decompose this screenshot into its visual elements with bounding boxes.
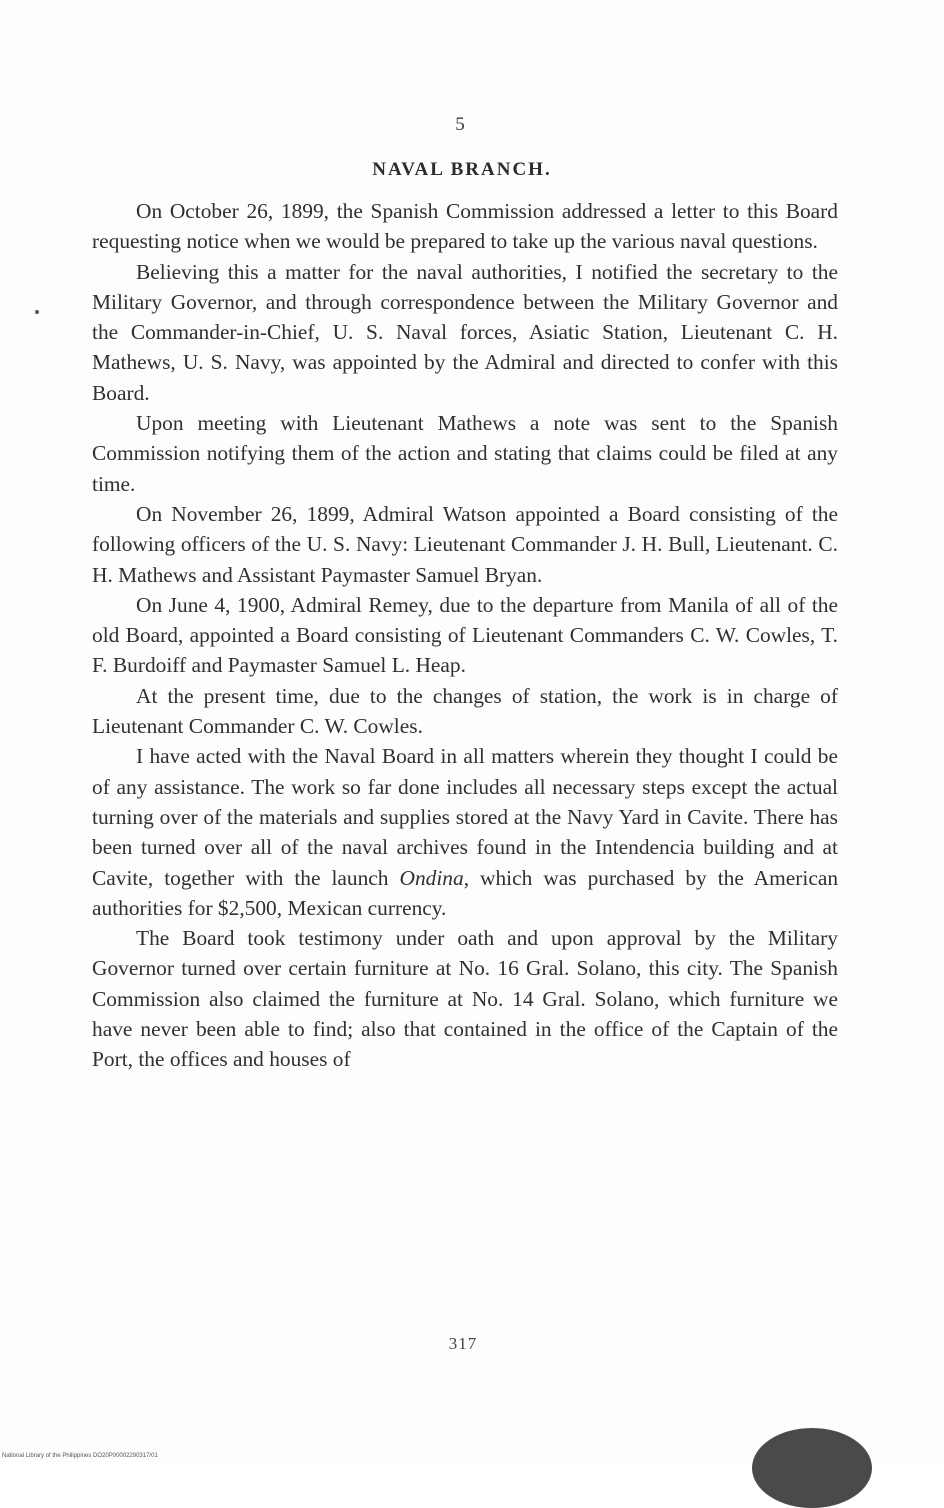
paragraph-text-before: I have acted with the Naval Board in all matters wherein they thought I could be of any assistance. The work so far done includes all necessary steps except the actual turning over of the materials and supplies stored at the Navy Yard in Cavite. There has been turned over all of the naval archives found in the Intendencia building and at Cavite, together with the launch bbox=[92, 744, 838, 890]
folio-number: 317 bbox=[448, 1334, 478, 1353]
scan-thumb-shadow bbox=[752, 1428, 872, 1508]
paragraph: On June 4, 1900, Admiral Remey, due to the departure from Manila of all of the old Board, appointed a Board consisting of Lieutenant Commanders C. W. Cowles, T. F. Burdoiff and Paymaster Samuel L. Heap. bbox=[92, 592, 838, 678]
paragraph: Upon meeting with Lieutenant Mathews a note was sent to the Spanish Commission notifying them of the action and stating that claims could be filed at any time. bbox=[92, 411, 838, 496]
paragraph: Believing this a matter for the naval authorities, I notified the secretary to the Military Governor, and through correspondence between the Military Governor and the Commander-in-Chief, U. S. Naval forces, Asiatic Station, Lieutenant C. H. Mathews, U. S. Navy, was appointed by the Admiral and directed to confer with this Board. bbox=[92, 259, 838, 405]
vessel-name: Ondina bbox=[399, 865, 464, 890]
paragraph: On November 26, 1899, Admiral Watson appointed a Board consisting of the following officers of the U. S. Navy: Lieutenant Commander J. H. Bull, Lieutenant. C. H. Mathews and Assistant Paymaster Samuel Bryan. bbox=[92, 501, 838, 587]
section-heading: NAVAL BRANCH. bbox=[372, 159, 552, 180]
scan-credit: National Library of the Philippines DO20P00002290317/01 bbox=[2, 1453, 158, 1459]
page-number: 5 bbox=[455, 114, 465, 135]
paragraph: At the present time, due to the changes of station, the work is in charge of Lieutenant Commander C. W. Cowles. bbox=[92, 683, 838, 739]
paragraph: On October 26, 1899, the Spanish Commission addressed a letter to this Board requesting notice when we would be prepared to take up the various naval questions. bbox=[92, 199, 838, 254]
body-text bbox=[92, 196, 838, 1075]
margin-mark bbox=[35, 310, 39, 314]
paragraph-text-after: , which was purchased by the American authorities for $2,500, Mexican currency. bbox=[92, 865, 839, 920]
paragraph: The Board took testimony under oath and upon approval by the Military Governor turned over certain furniture at No. 16 Gral. Solano, this city. The Spanish Commission also claimed the furniture at No. 14 Gral. Solano, which furniture we have never been able to find; also that contained in the office of the Captain of the Port, the offices and houses of bbox=[92, 926, 838, 1072]
paragraph bbox=[92, 741, 838, 923]
